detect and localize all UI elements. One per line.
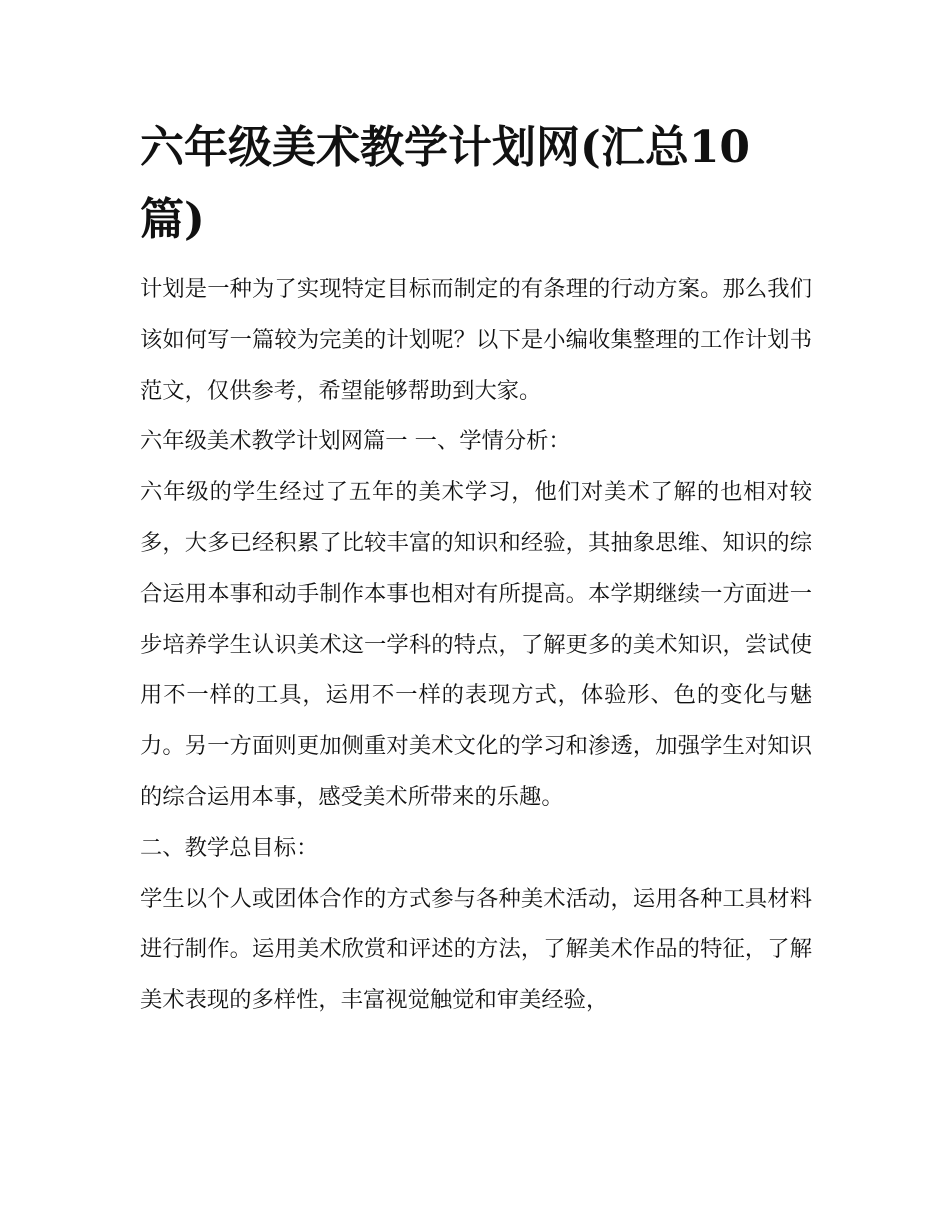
section-heading-learning-analysis: 六年级美术教学计划网篇一 一、学情分析： [140,428,571,455]
document-title: 六年级美术教学计划网(汇总10篇) [140,122,751,245]
intro-paragraph: 计划是一种为了实现特定目标而制定的有条理的行动方案。那么我们该如何写一篇较为完美的计划呢？以下是小编收集整理的工作计划书范文，仅供参考，希望能够帮助到大家。 [140,276,812,404]
document-body [140,112,812,1026]
learning-analysis-paragraph: 六年级的学生经过了五年的美术学习，他们对美术了解的也相对较多，大多已经积累了比较丰富的知识和经验，其抽象思维、知识的综合运用本事和动手制作本事也相对有所提高。本学期继续一方面进一步培养学生认识美术这一学科的特点，了解更多的美术知识，尝试使用不一样的工具，运用不一样的表现方式，体验形、色的变化与魅力。另一方面则更加侧重对美术文化的学习和渗透，加强学生对知识的综合运用本事，感受美术所带来的乐趣。 [140,479,812,810]
section-heading-teaching-goals: 二、教学总目标： [140,834,319,861]
teaching-goals-paragraph: 学生以个人或团体合作的方式参与各种美术活动，运用各种工具材料进行制作。运用美术欣赏和评述的方法，了解美术作品的特征，了解美术表现的多样性，丰富视觉触觉和审美经验， [140,885,812,1014]
